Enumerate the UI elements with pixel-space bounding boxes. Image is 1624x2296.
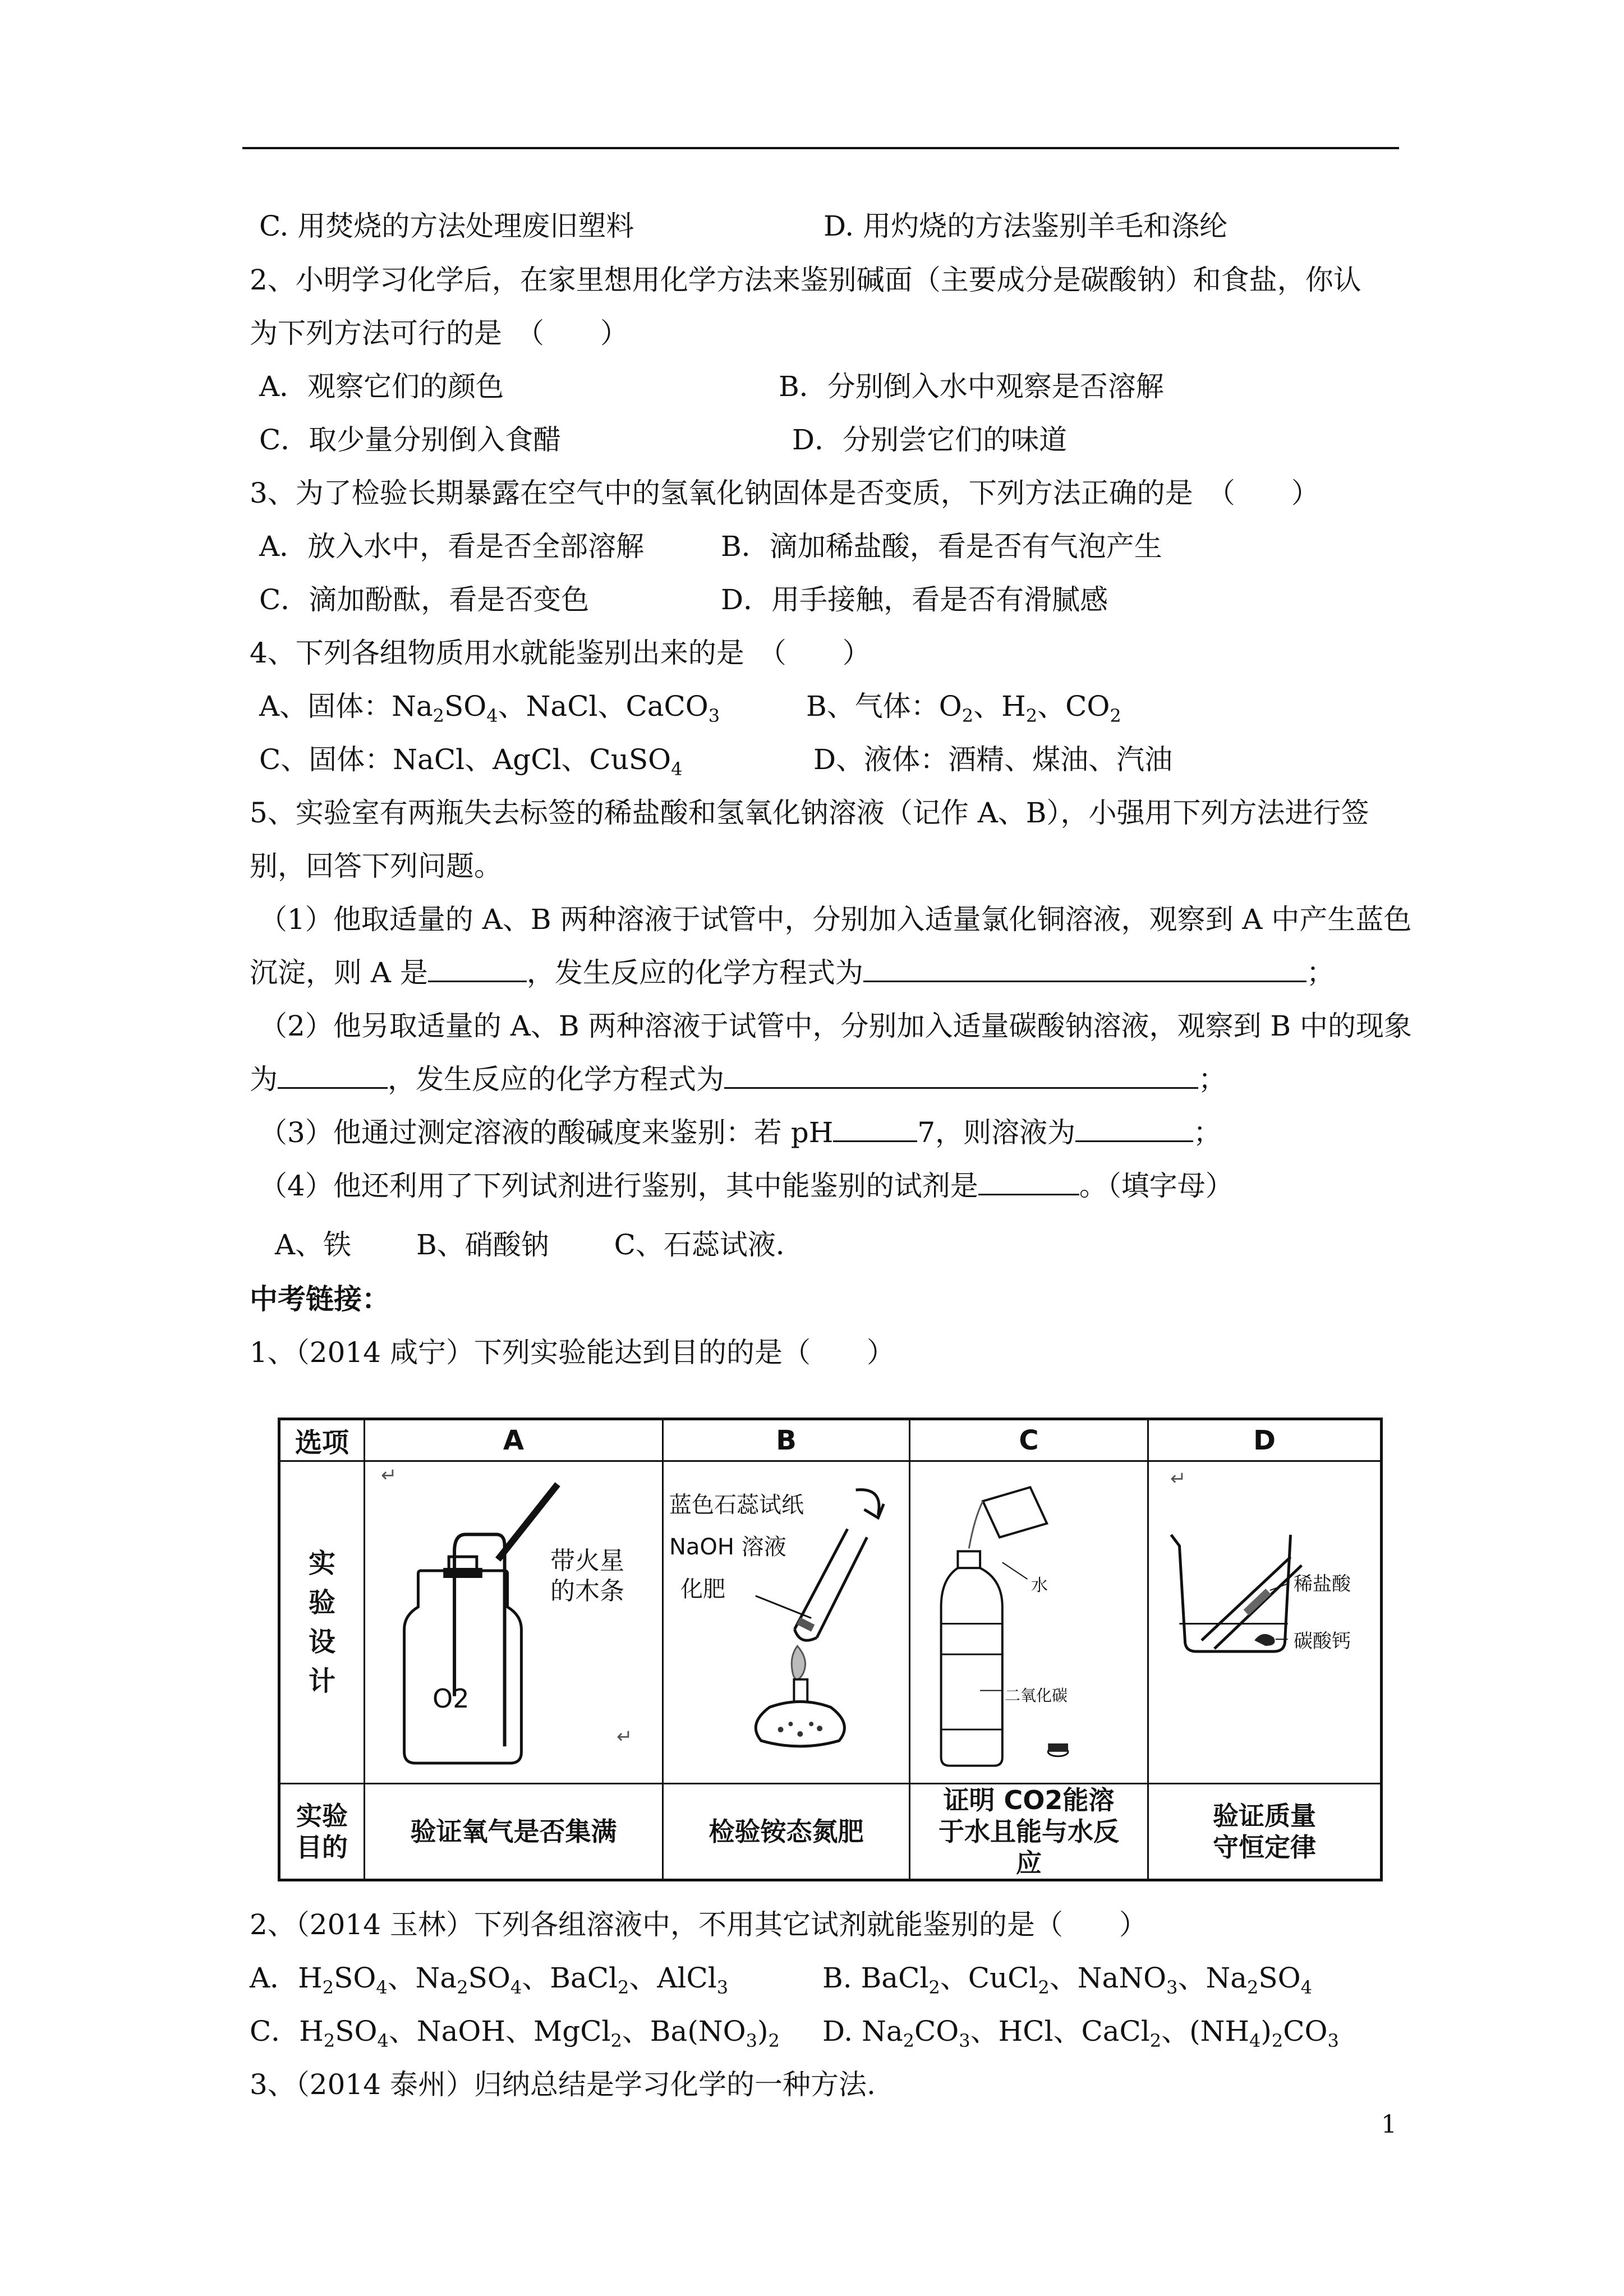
row-label-design: 实验设计 — [279, 1461, 365, 1784]
litmus-paper-label: 蓝色石蕊试纸 — [669, 1492, 804, 1518]
answer-blank[interactable] — [724, 1062, 1198, 1089]
q4-option-d: D、液体：酒精、煤油、汽油 — [813, 743, 1173, 776]
water-label: 水 — [1031, 1576, 1048, 1595]
purpose-c: 证明 CO2能溶于水且能与水反应 — [910, 1784, 1148, 1880]
q1-option-c: C. 用焚烧的方法处理废旧塑料 — [259, 210, 634, 242]
fertilizer-label: 化肥 — [680, 1576, 725, 1602]
q5-part4: （4）他还利用了下列试剂进行鉴别，其中能鉴别的试剂是 。（填字母） — [259, 1170, 1234, 1202]
naoh-label: NaOH 溶液 — [669, 1534, 786, 1560]
co2-label: 二氧化碳 — [1005, 1686, 1068, 1705]
section-heading: 中考链接： — [250, 1282, 390, 1315]
q1-option-d: D. 用灼烧的方法鉴别羊毛和涤纶 — [823, 210, 1228, 242]
q5-stem-line1: 5、实验室有两瓶失去标签的稀盐酸和氢氧化钠溶液（记作 A、B），小强用下列方法进行签 — [250, 797, 1369, 829]
answer-blank[interactable] — [833, 1116, 917, 1142]
o2-label: O2 — [433, 1683, 470, 1714]
plastic-bottle-diagram — [910, 1462, 1147, 1783]
answer-blank[interactable] — [278, 1062, 388, 1089]
q2-option-c: C．取少量分别倒入食醋 — [259, 424, 562, 456]
q3-option-c: C．滴加酚酞，看是否变色 — [259, 583, 590, 616]
q5-part2-line1: （2）他另取适量的 A、B 两种溶液于试管中，分别加入适量碳酸钠溶液，观察到 B 中的现象 — [259, 1010, 1412, 1042]
zk-q2-option-b: B. BaCl$_2$、CuCl$_2$、NaNO$_3$、$Na_2SO_4$ — [822, 1962, 1312, 1998]
q4-option-c: C、固体：NaCl、AgCl、CuSO$_4$ — [259, 743, 683, 780]
q2-option-d: D．分别尝它们的味道 — [792, 424, 1068, 456]
diagram-d: ↵ 稀盐酸 碳酸钙 — [1148, 1461, 1382, 1784]
caco3-label: 碳酸钙 — [1294, 1630, 1351, 1653]
beaker-diagram — [1149, 1462, 1380, 1783]
q5-part2-line2: 为 ，发生反应的化学方程式为 ； — [250, 1063, 1226, 1096]
q5-part1-line1: （1）他取适量的 A、B 两种溶液于试管中，分别加入适量氯化铜溶液，观察到 A 中产生蓝色 — [259, 903, 1412, 936]
table-header-cell: C — [910, 1419, 1148, 1461]
q2-option-a: A．观察它们的颜色 — [259, 370, 504, 403]
q3-option-d: D．用手接触，看是否有滑腻感 — [721, 583, 1108, 616]
diagram-c — [910, 1461, 1148, 1784]
q5-part3: （3）他通过测定溶液的酸碱度来鉴别：若 pH 7，则溶液为 ； — [259, 1116, 1222, 1149]
diagram-a: ↵ O2 带火星 的木条 ↵ — [365, 1461, 663, 1784]
page-number: 1 — [1381, 2110, 1397, 2139]
purpose-a: 验证氧气是否集满 — [365, 1784, 663, 1880]
q5-part4-options: A、铁 B、硝酸钠 C、石蕊试液． — [275, 1228, 804, 1261]
splint-label: 带火星 的木条 — [550, 1547, 624, 1605]
answer-blank[interactable] — [428, 956, 527, 982]
answer-blank[interactable] — [1075, 1116, 1193, 1142]
q4-option-a: A、固体：$Na_2SO_4$、NaCl、CaCO$_3$ — [259, 690, 720, 726]
purpose-d: 验证质量守恒定律 — [1148, 1784, 1382, 1880]
zk-q2-stem: 2、（2014 玉林）下列各组溶液中，不用其它试剂就能鉴别的是（ ） — [250, 1908, 1147, 1941]
zk-q2-option-c: C．$H_2SO_4$、NaOH、MgCl$_2$、$Ba(NO_3)_2$ — [250, 2015, 780, 2051]
q2-stem-line2: 为下列方法可行的是 （ ） — [250, 317, 628, 349]
q3-option-b: B．滴加稀盐酸，看是否有气泡产生 — [721, 530, 1162, 563]
zk-q2-option-a: A．$H_2SO_4$、$Na_2SO_4$、BaCl$_2$、AlCl$_3$ — [250, 1962, 729, 1998]
q2-stem-line1: 2、小明学习化学后，在家里想用化学方法来鉴别碱面（主要成分是碳酸钠）和食盐，你认 — [250, 264, 1361, 296]
table-header-cell: 选项 — [279, 1419, 365, 1461]
table-header-cell: D — [1148, 1419, 1382, 1461]
answer-blank[interactable] — [863, 956, 1306, 982]
hcl-label: 稀盐酸 — [1294, 1573, 1351, 1595]
row-label-purpose: 实验目的 — [279, 1784, 365, 1880]
q2-option-b: B．分别倒入水中观察是否溶解 — [779, 370, 1164, 403]
experiment-table — [278, 1418, 1383, 1881]
answer-blank[interactable] — [978, 1169, 1079, 1195]
zk-q1-stem: 1、（2014 咸宁）下列实验能达到目的的是（ ） — [250, 1336, 895, 1369]
purpose-b: 检验铵态氮肥 — [663, 1784, 910, 1880]
table-header-cell: B — [663, 1419, 910, 1461]
table-header-cell: A — [365, 1419, 663, 1461]
q4-option-b: B、气体：$O_2$、$H_2$、$CO_2$ — [806, 690, 1121, 726]
header-rule — [242, 147, 1399, 149]
q5-stem-line2: 别，回答下列问题。 — [250, 850, 502, 882]
diagram-b — [663, 1461, 910, 1784]
q5-part1-line2: 沉淀，则 A 是 ，发生反应的化学方程式为 ； — [250, 956, 1335, 989]
q4-stem: 4、下列各组物质用水就能鉴别出来的是 （ ） — [250, 637, 871, 669]
zk-q3-stem: 3、（2014 泰州）归纳总结是学习化学的一种方法. — [250, 2068, 876, 2101]
q3-stem: 3、为了检验长期暴露在空气中的氢氧化钠固体是否变质，下列方法正确的是 （ ） — [250, 477, 1319, 509]
q3-option-a: A．放入水中，看是否全部溶解 — [259, 530, 645, 563]
zk-q2-option-d: D. $Na_2CO_3$、HCl、CaCl$_2$、$(NH_4)_2CO_3$ — [822, 2015, 1339, 2051]
